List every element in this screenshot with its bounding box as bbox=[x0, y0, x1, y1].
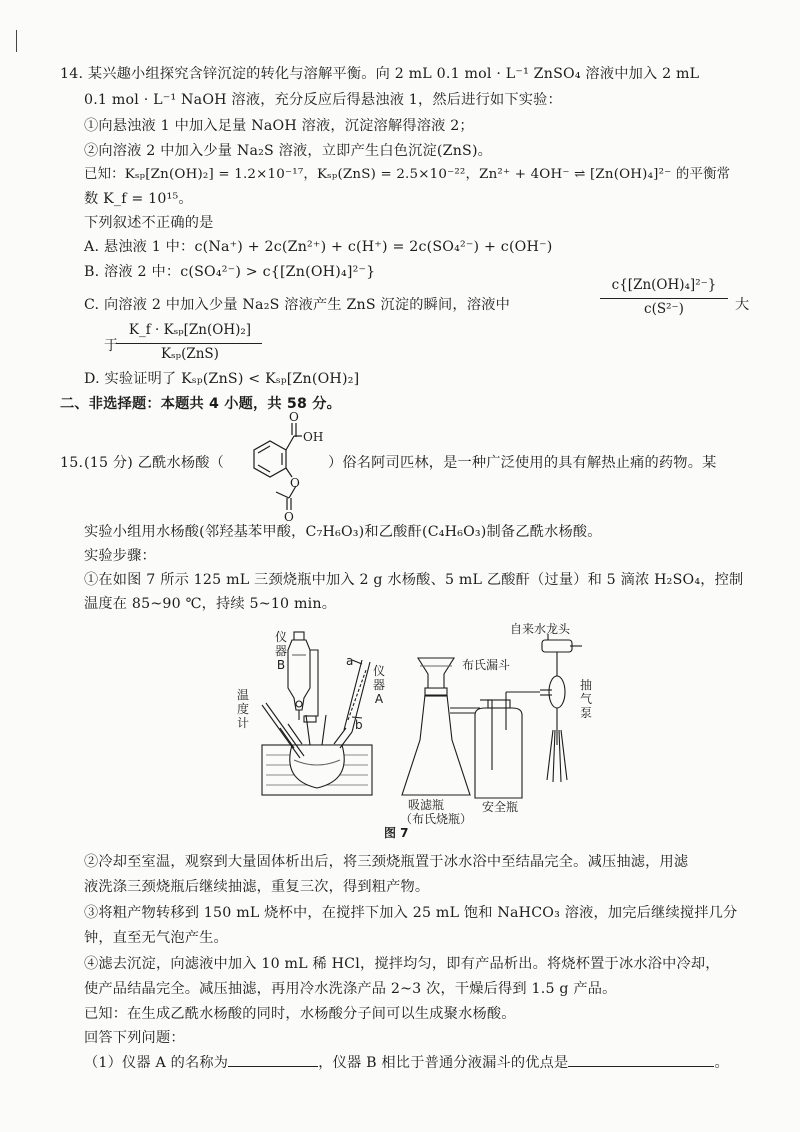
q15-step-3: ③将粗产物转移到 150 mL 烧杯中，在搅拌下加入 25 mL 饱和 NaHCO₃ 溶液，加完后继续搅拌几分 bbox=[84, 905, 738, 921]
q14-option-d: D. 实验证明了 Kₛₚ(ZnS) < Kₛₚ[Zn(OH)₂] bbox=[84, 371, 360, 387]
q15-sub-1 bbox=[84, 1052, 729, 1073]
q15-steps-label: 实验步骤： bbox=[84, 548, 156, 564]
q15-intro-post: ）俗名阿司匹林，是一种广泛使用的具有解热止痛的药物。某 bbox=[328, 455, 717, 471]
q15-number: 15. bbox=[60, 455, 84, 471]
q15-sub-1-part-a: （1）仪器 A 的名称为 bbox=[84, 1055, 229, 1071]
q14-option-c: C. 向溶液 2 中加入少量 Na₂S 溶液产生 ZnS 沉淀的瞬间，溶液中 bbox=[84, 297, 510, 313]
q14-line-3: ①向悬浊液 1 中加入足量 NaOH 溶液，沉淀溶解得溶液 2； bbox=[84, 118, 474, 134]
q15-step-2-cont: 液洗涤三颈烧瓶后继续抽滤，重复三次，得到粗产物。 bbox=[84, 879, 430, 895]
q15-step-4: ④滤去沉淀，向滤液中加入 10 mL 稀 HCl，搅拌均匀，即有产品析出。将烧杯置于冰水浴中冷却， bbox=[84, 956, 720, 972]
fraction-1-denominator: c(S²⁻) bbox=[644, 301, 684, 317]
scan-edge-mark bbox=[16, 30, 17, 52]
pump-label: 抽气泵 bbox=[579, 678, 592, 720]
q15-step-2: ②冷却至室温，观察到大量固体析出后，将三颈烧瓶置于冰水浴中至结晶完全。减压抽滤，用滤 bbox=[84, 854, 689, 870]
q14-option-a: A. 悬浊液 1 中：c(Na⁺) + 2c(Zn²⁺) + c(H⁺) = 2c(SO₄²⁻) + c(OH⁻) bbox=[84, 239, 553, 255]
thermometer-label: 温度计 bbox=[236, 688, 249, 730]
carboxyl-oxygen: O bbox=[289, 410, 299, 424]
carbonyl-oxygen: O bbox=[284, 510, 294, 522]
fraction-2-denominator: Kₛₚ(ZnS) bbox=[161, 346, 219, 362]
instrument-a-label: 仪器A bbox=[372, 664, 385, 706]
q14-line-2: 0.1 mol · L⁻¹ NaOH 溶液，充分反应后得悬浊液 1，然后进行如下实验： bbox=[84, 92, 562, 108]
q15-answer-prompt: 回答下列问题： bbox=[84, 1030, 185, 1046]
q15-known: 已知：在生成乙酰水杨酸的同时，水杨酸分子间可以生成聚水杨酸。 bbox=[84, 1006, 516, 1022]
q14-option-c-post: 大 bbox=[735, 297, 750, 313]
q15-sub-1-part-b: ，仪器 B 相比于普通分液漏斗的优点是 bbox=[318, 1055, 569, 1071]
q15-step-1-cont: 温度在 85~90 ℃，持续 5~10 min。 bbox=[84, 596, 337, 612]
q14-option-c-cont: 于 bbox=[104, 338, 119, 354]
q15-sub-1-part-c: 。 bbox=[714, 1055, 729, 1071]
fraction-2-bar bbox=[116, 343, 262, 344]
fraction-1-bar bbox=[600, 298, 728, 299]
q14-stem: 下列叙述不正确的是 bbox=[84, 215, 214, 231]
q14-line-1: 14. 某兴趣小组探究含锌沉淀的转化与溶解平衡。向 2 mL 0.1 mol · L⁻¹ ZnSO₄ 溶液中加入 2 mL bbox=[60, 66, 700, 82]
faucet-label: 自来水龙头 bbox=[510, 622, 571, 636]
port-a-label: a bbox=[346, 654, 354, 668]
port-b-label: b bbox=[355, 718, 363, 732]
hydroxyl-label: OH bbox=[303, 430, 324, 444]
q14-line-4: ②向溶液 2 中加入少量 Na₂S 溶液，立即产生白色沉淀(ZnS)。 bbox=[84, 143, 493, 159]
filter-flask-label: 吸滤瓶 bbox=[408, 798, 445, 812]
q14-known-cont: 数 K_f = 10¹⁵。 bbox=[84, 191, 193, 207]
q15-intro-pre: (15 分) 乙酰水杨酸（ bbox=[84, 455, 225, 471]
q15-step-4-cont: 使产品结晶完全。减压抽滤，再用冷水洗涤产品 2~3 次，干燥后得到 1.5 g 产品。 bbox=[84, 981, 617, 997]
q14-option-b: B. 溶液 2 中：c(SO₄²⁻) > c{[Zn(OH)₄]²⁻} bbox=[84, 264, 376, 280]
instrument-b-label: 仪器B bbox=[274, 630, 287, 672]
fraction-1-numerator: c{[Zn(OH)₄]²⁻} bbox=[611, 277, 717, 293]
aspirin-structure bbox=[232, 410, 328, 522]
answer-blank-instrument-a[interactable] bbox=[228, 1052, 318, 1067]
q15-step-3-cont: 钟，直至无气泡产生。 bbox=[84, 930, 228, 946]
ester-oxygen: O bbox=[290, 476, 300, 490]
section-2-heading: 二、非选择题：本题共 4 小题，共 58 分。 bbox=[60, 396, 341, 412]
safety-bottle-label: 安全瓶 bbox=[482, 800, 519, 814]
fraction-2-numerator: K_f · Kₛₚ[Zn(OH)₂] bbox=[128, 322, 252, 338]
q14-known: 已知：Kₛₚ[Zn(OH)₂] = 1.2×10⁻¹⁷，Kₛₚ(ZnS) = 2.5×10⁻²²，Zn²⁺ + 4OH⁻ ⇌ [Zn(OH)₄]²⁻ 的平衡常 bbox=[84, 167, 731, 182]
filter-flask-alt-label: （布氏烧瓶） bbox=[400, 812, 473, 826]
q15-line-2: 实验小组用水杨酸(邻羟基苯甲酸，C₇H₆O₃)和乙酸酐(C₄H₆O₃)制备乙酰水杨酸。 bbox=[84, 524, 602, 540]
figure-caption: 图 7 bbox=[384, 826, 409, 840]
buchner-funnel-label: 布氏漏斗 bbox=[462, 658, 511, 672]
q15-step-1: ①在如图 7 所示 125 mL 三颈烧瓶中加入 2 g 水杨酸、5 mL 乙酸酐（过量）和 5 滴浓 H₂SO₄，控制 bbox=[84, 572, 744, 588]
figure-7 bbox=[222, 620, 602, 826]
answer-blank-advantage[interactable] bbox=[568, 1052, 714, 1067]
